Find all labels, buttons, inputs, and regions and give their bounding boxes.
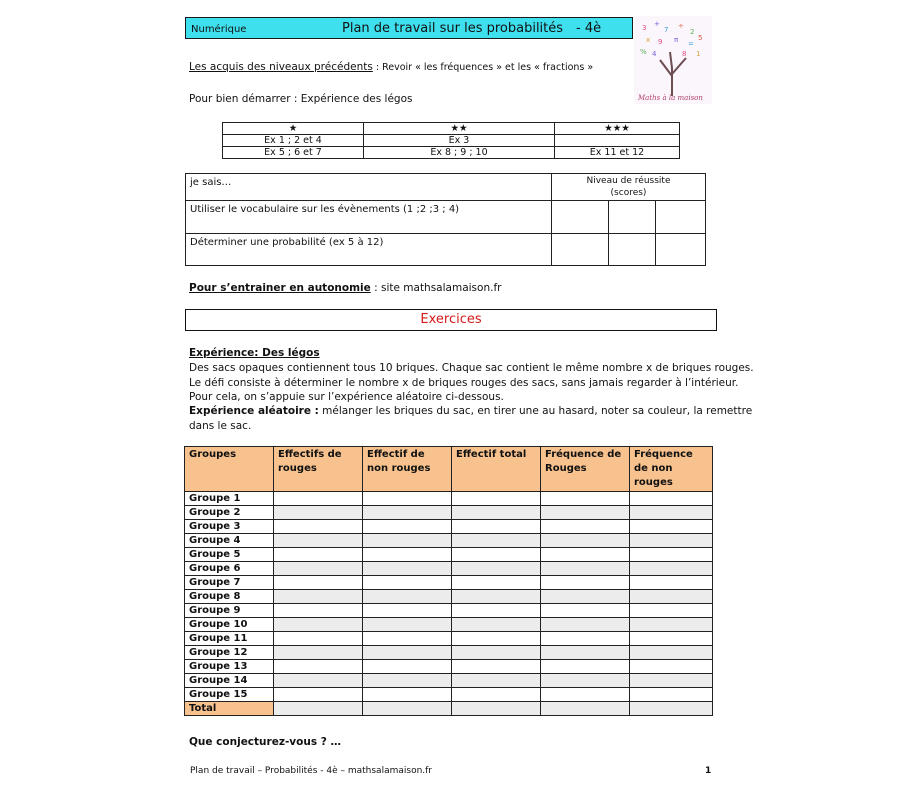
entry-cell[interactable] [452, 632, 541, 646]
entry-cell[interactable] [541, 688, 630, 702]
column-header: Effectifs de rouges [274, 447, 363, 492]
stars-cell: Ex 11 et 12 [555, 147, 680, 159]
stars-header-3: ★★★ [555, 123, 680, 135]
table-row [185, 660, 713, 674]
entry-cell[interactable] [274, 520, 363, 534]
entry-cell[interactable] [541, 548, 630, 562]
random-experience-line [189, 405, 752, 417]
entry-cell[interactable] [274, 492, 363, 506]
group-label: Groupe 7 [185, 576, 274, 590]
entry-cell[interactable] [363, 576, 452, 590]
svg-text:7: 7 [664, 26, 669, 34]
entry-cell[interactable] [452, 520, 541, 534]
entry-cell[interactable] [274, 702, 363, 716]
autonomy-line [189, 282, 501, 294]
entry-cell[interactable] [363, 632, 452, 646]
maths-tree-logo [634, 16, 712, 104]
entry-cell[interactable] [541, 604, 630, 618]
entry-cell[interactable] [630, 492, 713, 506]
entry-cell[interactable] [274, 618, 363, 632]
grade-label: - 4è [576, 21, 602, 36]
group-label: Groupe 6 [185, 562, 274, 576]
skill-row: Déterminer une probabilité (ex 5 à 12) [186, 234, 552, 266]
autonomy-text: : site mathsalamaison.fr [370, 282, 502, 294]
entry-cell[interactable] [541, 646, 630, 660]
entry-cell[interactable] [541, 576, 630, 590]
footer-text: Plan de travail – Probabilités - 4è – mathsalamaison.fr [190, 766, 433, 776]
entry-cell[interactable] [630, 576, 713, 590]
entry-cell[interactable] [452, 590, 541, 604]
entry-cell[interactable] [363, 562, 452, 576]
stars-cell: Ex 1 ; 2 et 4 [223, 135, 364, 147]
entry-cell[interactable] [452, 674, 541, 688]
entry-cell[interactable] [630, 632, 713, 646]
page-number: 1 [705, 766, 712, 776]
entry-cell[interactable] [274, 646, 363, 660]
entry-cell[interactable] [363, 492, 452, 506]
entry-cell[interactable] [363, 520, 452, 534]
entry-cell[interactable] [541, 702, 630, 716]
entry-cell[interactable] [274, 506, 363, 520]
entry-cell[interactable] [274, 562, 363, 576]
conjecture-question: Que conjecturez-vous ? … [189, 736, 341, 748]
table-row [185, 520, 713, 534]
skills-header-left: je sais… [186, 174, 552, 201]
entry-cell[interactable] [630, 604, 713, 618]
svg-text:=: = [688, 40, 694, 48]
entry-cell[interactable] [452, 562, 541, 576]
table-row [185, 506, 713, 520]
column-header: Groupes [185, 447, 274, 492]
column-header: Fréquence de non rouges [630, 447, 713, 492]
table-row [185, 632, 713, 646]
svg-text:5: 5 [698, 34, 703, 42]
entry-cell[interactable] [452, 506, 541, 520]
random-experience-line-2: dans le sac. [189, 420, 252, 432]
svg-text:2: 2 [690, 28, 695, 36]
experience-line-1: Des sacs opaques contiennent tous 10 briques. Chaque sac contient le même nombre x de briques rouges. [189, 362, 754, 374]
svg-text:+: + [654, 20, 660, 28]
stars-cell: Ex 3 [364, 135, 555, 147]
group-label: Groupe 11 [185, 632, 274, 646]
entry-cell[interactable] [274, 604, 363, 618]
entry-cell[interactable] [363, 618, 452, 632]
score-cell[interactable] [609, 201, 656, 234]
entry-cell[interactable] [541, 674, 630, 688]
logo-text: Maths à la maison [638, 94, 703, 102]
entry-cell[interactable] [363, 674, 452, 688]
entry-cell[interactable] [630, 548, 713, 562]
svg-text:4: 4 [652, 50, 657, 58]
group-label: Groupe 5 [185, 548, 274, 562]
entry-cell[interactable] [541, 618, 630, 632]
exercices-heading: Exercices [185, 309, 717, 331]
group-label: Groupe 9 [185, 604, 274, 618]
entry-cell[interactable] [274, 688, 363, 702]
score-cell[interactable] [552, 234, 609, 266]
entry-cell[interactable] [630, 534, 713, 548]
stars-cell: Ex 8 ; 9 ; 10 [364, 147, 555, 159]
stars-header-1: ★ [223, 123, 364, 135]
entry-cell[interactable] [363, 660, 452, 674]
skill-row: Utiliser le vocabulaire sur les évènements (1 ;2 ;3 ; 4) [186, 201, 552, 234]
entry-cell[interactable] [452, 534, 541, 548]
experience-title: Expérience: Des légos [189, 347, 320, 359]
experience-line-3: Pour cela, on s’appuie sur l’expérience aléatoire ci-dessous. [189, 391, 504, 403]
column-header: Effectif total [452, 447, 541, 492]
table-row [185, 674, 713, 688]
random-label: Expérience aléatoire : [189, 405, 319, 417]
entry-cell[interactable] [452, 548, 541, 562]
table-row [185, 534, 713, 548]
entry-cell[interactable] [363, 534, 452, 548]
entry-cell[interactable] [630, 562, 713, 576]
header-bar [185, 17, 633, 39]
entry-cell[interactable] [452, 660, 541, 674]
skills-header-right: Niveau de réussite (scores) [552, 174, 706, 201]
score-cell[interactable] [656, 201, 706, 234]
entry-cell[interactable] [630, 702, 713, 716]
score-cell[interactable] [552, 201, 609, 234]
svg-text:÷: ÷ [678, 22, 684, 30]
autonomy-label: Pour s’entrainer en autonomie [189, 282, 371, 294]
entry-cell[interactable] [630, 590, 713, 604]
group-label: Groupe 12 [185, 646, 274, 660]
table-row [185, 562, 713, 576]
score-cell[interactable] [609, 234, 656, 266]
entry-cell[interactable] [541, 632, 630, 646]
entry-cell[interactable] [363, 702, 452, 716]
acquis-line [189, 61, 593, 73]
stars-cell: Ex 5 ; 6 et 7 [223, 147, 364, 159]
entry-cell[interactable] [363, 548, 452, 562]
group-label: Total [185, 702, 274, 716]
start-line: Pour bien démarrer : Expérience des légos [189, 93, 413, 105]
score-cell[interactable] [656, 234, 706, 266]
svg-text:x: x [646, 36, 651, 44]
group-label: Groupe 1 [185, 492, 274, 506]
experience-line-2: Le défi consiste à déterminer le nombre x de briques rouges des sacs, sans jamais regarder à l’intérieur. [189, 377, 739, 389]
exercise-difficulty-table [222, 122, 680, 159]
table-row [185, 548, 713, 562]
entry-cell[interactable] [630, 520, 713, 534]
group-label: Groupe 13 [185, 660, 274, 674]
entry-cell[interactable] [541, 506, 630, 520]
svg-text:1: 1 [696, 50, 701, 58]
entry-cell[interactable] [363, 506, 452, 520]
svg-text:%: % [640, 48, 647, 56]
entry-cell[interactable] [363, 604, 452, 618]
random-text: mélanger les briques du sac, en tirer une au hasard, noter sa couleur, la remettre [318, 405, 753, 417]
entry-cell[interactable] [630, 646, 713, 660]
entry-cell[interactable] [363, 590, 452, 604]
column-header: Effectif de non rouges [363, 447, 452, 492]
table-row [185, 604, 713, 618]
entry-cell[interactable] [541, 492, 630, 506]
entry-cell[interactable] [630, 674, 713, 688]
svg-text:8: 8 [682, 50, 687, 58]
entry-cell[interactable] [452, 646, 541, 660]
entry-cell[interactable] [452, 702, 541, 716]
entry-cell[interactable] [452, 688, 541, 702]
entry-cell[interactable] [541, 590, 630, 604]
page-title: Plan de travail sur les probabilités [342, 21, 564, 36]
svg-text:π: π [674, 36, 679, 44]
table-row [185, 492, 713, 506]
group-label: Groupe 10 [185, 618, 274, 632]
entry-cell[interactable] [541, 660, 630, 674]
svg-text:3: 3 [642, 24, 647, 32]
skills-table [185, 173, 706, 266]
entry-cell[interactable] [630, 688, 713, 702]
entry-cell[interactable] [452, 604, 541, 618]
group-label: Groupe 4 [185, 534, 274, 548]
entry-cell[interactable] [274, 660, 363, 674]
svg-text:9: 9 [658, 38, 663, 46]
table-row [185, 618, 713, 632]
acquis-label: Les acquis des niveaux précédents [189, 61, 373, 73]
entry-cell[interactable] [630, 618, 713, 632]
entry-cell[interactable] [274, 632, 363, 646]
entry-cell[interactable] [274, 534, 363, 548]
results-table [184, 446, 713, 716]
group-label: Groupe 2 [185, 506, 274, 520]
group-label: Groupe 8 [185, 590, 274, 604]
table-row [185, 688, 713, 702]
table-row [185, 590, 713, 604]
acquis-text: : Revoir « les fréquences » et les « fractions » [372, 62, 594, 73]
header-left-label: Numérique [191, 24, 247, 35]
table-row [185, 646, 713, 660]
entry-cell[interactable] [363, 646, 452, 660]
stars-cell [555, 135, 680, 147]
entry-cell[interactable] [274, 576, 363, 590]
column-header: Fréquence de Rouges [541, 447, 630, 492]
entry-cell[interactable] [452, 618, 541, 632]
results-table-body [185, 492, 713, 716]
entry-cell[interactable] [630, 506, 713, 520]
entry-cell[interactable] [274, 548, 363, 562]
group-label: Groupe 3 [185, 520, 274, 534]
entry-cell[interactable] [541, 562, 630, 576]
entry-cell[interactable] [541, 534, 630, 548]
entry-cell[interactable] [541, 520, 630, 534]
entry-cell[interactable] [452, 492, 541, 506]
stars-header-2: ★★ [364, 123, 555, 135]
group-label: Groupe 15 [185, 688, 274, 702]
table-row [185, 702, 713, 716]
table-row [185, 576, 713, 590]
entry-cell[interactable] [630, 660, 713, 674]
group-label: Groupe 14 [185, 674, 274, 688]
entry-cell[interactable] [363, 688, 452, 702]
entry-cell[interactable] [274, 590, 363, 604]
entry-cell[interactable] [274, 674, 363, 688]
entry-cell[interactable] [452, 576, 541, 590]
